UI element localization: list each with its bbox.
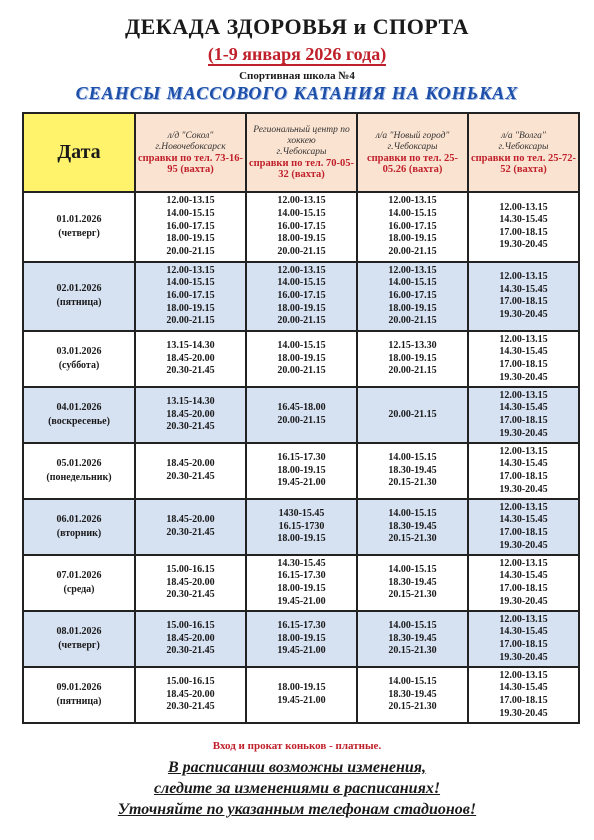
date-column-header: Дата — [23, 113, 135, 192]
session-times-venue-4: 12.00-13.15 14.30-15.45 17.00-18.15 19.30-20.45 — [468, 443, 579, 499]
date-range-text: (1-9 января 2026 года) — [207, 44, 387, 64]
session-times-venue-2: 16.15-17.30 18.00-19.15 19.45-21.00 — [246, 611, 357, 667]
session-times-venue-2: 16.15-17.30 18.00-19.15 19.45-21.00 — [246, 443, 357, 499]
warning-line-2: следите за изменениями в расписаниях! — [153, 780, 441, 797]
weekday-value: (пятница) — [56, 297, 102, 309]
venue-name: л/а "Волга" — [501, 130, 546, 141]
session-times-venue-1: 13.15-14.30 18.45-20.00 20.30-21.45 — [135, 331, 246, 387]
session-times-venue-3: 14.00-15.15 18.30-19.45 20.15-21.30 — [357, 611, 468, 667]
session-times-venue-2: 18.00-19.15 19.45-21.00 — [246, 667, 357, 723]
schedule-rows — [23, 192, 579, 723]
date-value: 05.01.2026 — [56, 457, 102, 469]
session-times-venue-4: 12.00-13.15 14.30-15.45 17.00-18.15 19.30-20.45 — [468, 499, 579, 555]
paid-notice: Вход и прокат коньков - платные. — [212, 740, 382, 752]
schedule-table — [22, 112, 580, 724]
venue-city: г.Чебоксары — [498, 141, 549, 152]
venue-name: Региональный центр по хоккею — [253, 125, 350, 147]
date-value: 07.01.2026 — [56, 569, 102, 581]
session-times-venue-3: 20.00-21.15 — [357, 387, 468, 443]
date-cell — [23, 611, 135, 667]
date-cell — [23, 262, 135, 331]
weekday-value: (вторник) — [56, 527, 102, 539]
session-times-venue-1: 12.00-13.15 14.00-15.15 16.00-17.15 18.00-19.15 20.00-21.15 — [135, 262, 246, 331]
venue-header-sokol — [135, 113, 246, 192]
weekday-value: (суббота) — [58, 360, 100, 371]
table-row — [23, 499, 579, 555]
session-times-venue-1: 13.15-14.30 18.45-20.00 20.30-21.45 — [135, 387, 246, 443]
date-cell — [23, 387, 135, 443]
session-times-venue-2: 12.00-13.15 14.00-15.15 16.00-17.15 18.00-19.15 20.00-21.15 — [246, 262, 357, 331]
date-value: 01.01.2026 — [56, 213, 102, 225]
weekday-value: (среда) — [63, 583, 95, 595]
date-cell — [23, 667, 135, 723]
table-row — [23, 443, 579, 499]
session-times-venue-4: 12.00-13.15 14.30-15.45 17.00-18.15 19.30-20.45 — [468, 611, 579, 667]
date-range — [0, 44, 594, 65]
date-cell — [23, 499, 135, 555]
session-times-venue-2: 1430-15.45 16.15-1730 18.00-19.15 — [246, 499, 357, 555]
date-value: 09.01.2026 — [56, 681, 102, 693]
date-value: 06.01.2026 — [56, 513, 102, 525]
session-times-venue-4: 12.00-13.15 14.30-15.45 17.00-18.15 19.30-20.45 — [468, 192, 579, 261]
session-times-venue-2: 16.45-18.00 20.00-21.15 — [246, 387, 357, 443]
venue-header-novy-gorod — [357, 113, 468, 192]
table-row — [23, 262, 579, 331]
session-times-venue-4: 12.00-13.15 14.30-15.45 17.00-18.15 19.30-20.45 — [468, 387, 579, 443]
session-times-venue-1: 18.45-20.00 20.30-21.45 — [135, 443, 246, 499]
weekday-value: (четверг) — [58, 227, 100, 239]
session-times-venue-4: 12.00-13.15 14.30-15.45 17.00-18.15 19.30-20.45 — [468, 667, 579, 723]
table-row — [23, 331, 579, 387]
weekday-value: (четверг) — [58, 639, 100, 651]
date-value: 04.01.2026 — [56, 401, 102, 413]
table-row — [23, 667, 579, 723]
session-times-venue-4: 12.00-13.15 14.30-15.45 17.00-18.15 19.30-20.45 — [468, 555, 579, 611]
session-times-venue-3: 12.00-13.15 14.00-15.15 16.00-17.15 18.00-19.15 20.00-21.15 — [357, 262, 468, 331]
venue-name: л/д "Сокол" — [167, 130, 214, 141]
venue-city: г.Новочебоксарск — [155, 141, 226, 152]
session-times-venue-1: 15.00-16.15 18.45-20.00 20.30-21.45 — [135, 555, 246, 611]
session-times-venue-3: 14.00-15.15 18.30-19.45 20.15-21.30 — [357, 555, 468, 611]
warning-line-3: Уточняйте по указанным телефонам стадионов! — [117, 801, 477, 818]
weekday-value: (воскресенье) — [48, 415, 110, 427]
session-times-venue-1: 15.00-16.15 18.45-20.00 20.30-21.45 — [135, 611, 246, 667]
table-row — [23, 387, 579, 443]
venue-header-hockey-center — [246, 113, 357, 192]
warning-line-1: В расписании возможны изменения, — [167, 759, 427, 776]
session-times-venue-2: 12.00-13.15 14.00-15.15 16.00-17.15 18.00-19.15 20.00-21.15 — [246, 192, 357, 261]
school-name: Спортивная школа №4 — [239, 70, 355, 82]
banner-title: СЕАНСЫ МАССОВОГО КАТАНИЯ НА КОНЬКАХ — [75, 83, 519, 103]
session-times-venue-1: 12.00-13.15 14.00-15.15 16.00-17.15 18.00-19.15 20.00-21.15 — [135, 192, 246, 261]
date-value: 03.01.2026 — [56, 346, 102, 357]
page-title: ДЕКАДА ЗДОРОВЬЯ и СПОРТА — [124, 14, 469, 39]
venue-city: г.Чебоксары — [276, 147, 327, 158]
date-value: 08.01.2026 — [56, 625, 102, 637]
session-times-venue-1: 18.45-20.00 20.30-21.45 — [135, 499, 246, 555]
weekday-value: (пятница) — [56, 695, 102, 707]
session-times-venue-3: 12.00-13.15 14.00-15.15 16.00-17.15 18.00-19.15 20.00-21.15 — [357, 192, 468, 261]
table-row — [23, 555, 579, 611]
session-times-venue-1: 15.00-16.15 18.45-20.00 20.30-21.45 — [135, 667, 246, 723]
session-times-venue-3: 12.15-13.30 18.00-19.15 20.00-21.15 — [357, 331, 468, 387]
date-cell — [23, 443, 135, 499]
session-times-venue-2: 14.30-15.45 16.15-17.30 18.00-19.15 19.45-21.00 — [246, 555, 357, 611]
date-value: 02.01.2026 — [56, 283, 102, 295]
session-times-venue-3: 14.00-15.15 18.30-19.45 20.15-21.30 — [357, 443, 468, 499]
weekday-value: (понедельник) — [46, 471, 112, 483]
session-times-venue-4: 12.00-13.15 14.30-15.45 17.00-18.15 19.30-20.45 — [468, 262, 579, 331]
date-cell — [23, 555, 135, 611]
venue-city: г.Чебоксары — [387, 141, 438, 152]
venue-header-volga — [468, 113, 579, 192]
header-row — [23, 113, 579, 192]
venue-phone: справки по тел. 73-16-95 (вахта) — [137, 152, 244, 175]
warning-note — [0, 757, 594, 820]
date-cell — [23, 192, 135, 261]
venue-phone: справки по тел. 25-05.26 (вахта) — [366, 152, 459, 175]
venue-phone: справки по тел. 25-72-52 (вахта) — [470, 152, 577, 175]
table-row — [23, 192, 579, 261]
table-row — [23, 611, 579, 667]
venue-name: л/а "Новый город" — [375, 130, 450, 141]
session-times-venue-3: 14.00-15.15 18.30-19.45 20.15-21.30 — [357, 667, 468, 723]
venue-phone: справки по тел. 70-05-32 (вахта) — [248, 158, 355, 181]
session-times-venue-4: 12.00-13.15 14.30-15.45 17.00-18.15 19.30-20.45 — [468, 331, 579, 387]
date-cell — [23, 331, 135, 387]
session-times-venue-2: 14.00-15.15 18.00-19.15 20.00-21.15 — [246, 331, 357, 387]
session-times-venue-3: 14.00-15.15 18.30-19.45 20.15-21.30 — [357, 499, 468, 555]
